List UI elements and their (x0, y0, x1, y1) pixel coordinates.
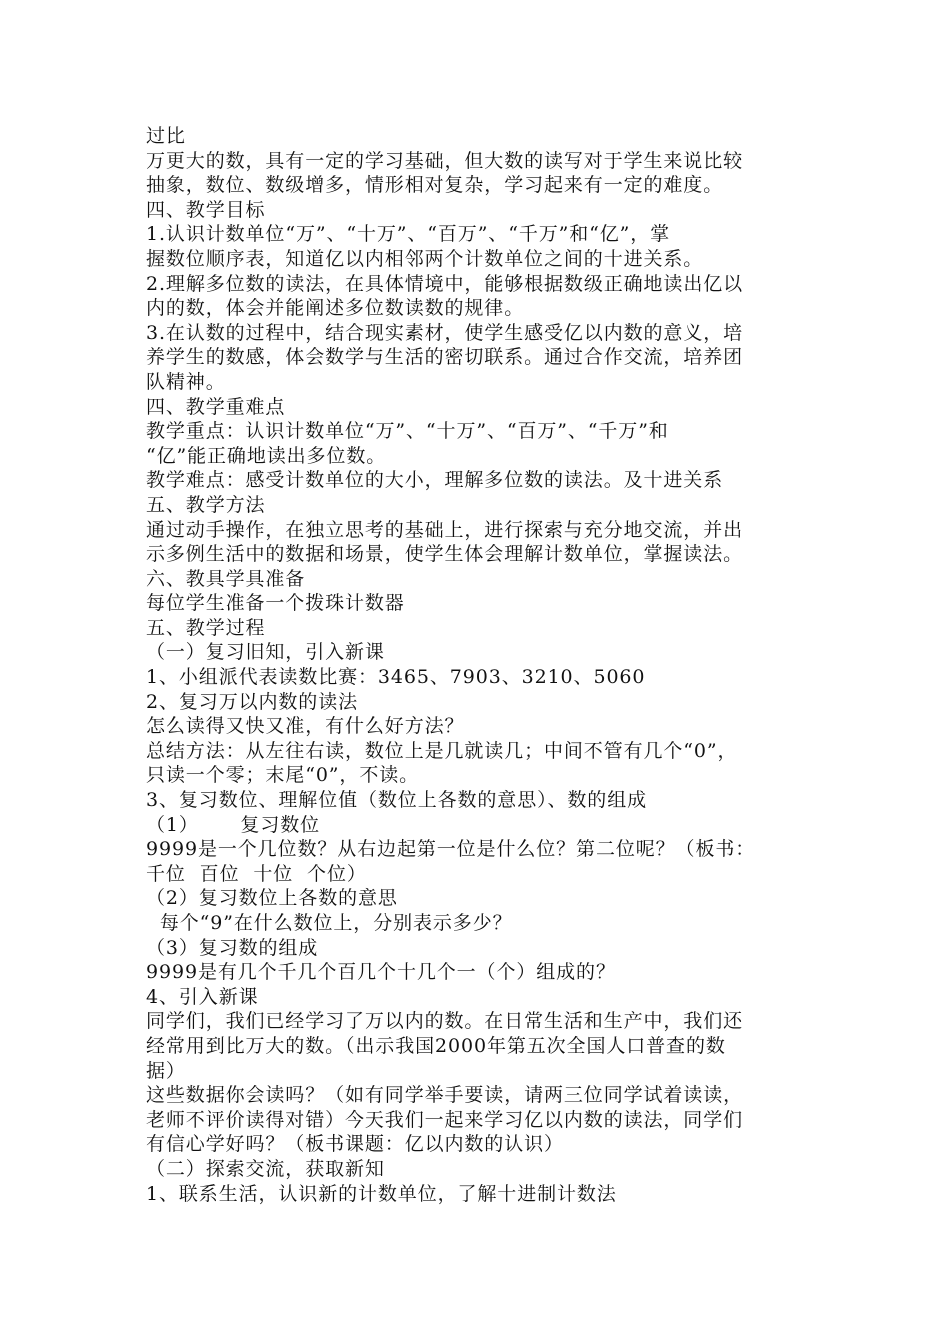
text-line: 通过动手操作，在独立思考的基础上，进行探索与充分地交流，并出 (146, 518, 744, 541)
text-line: 3、复习数位、理解位值（数位上各数的意思）、数的组成 (146, 789, 647, 812)
text-line: 教学重点：认识计数单位“万”、“十万”、“百万”、“千万”和 (146, 420, 669, 443)
text-line: 总结方法：从左往右读，数位上是几就读几；中间不管有几个“0”， (146, 739, 738, 762)
section-heading: 五、教学过程 (146, 616, 266, 639)
text-line: 只读一个零；末尾“0”，不读。 (146, 764, 420, 787)
text-line: 示多例生活中的数据和场景，使学生体会理解计数单位，掌握读法。 (146, 543, 744, 566)
text-line: 千位 百位 十位 个位） (146, 862, 367, 885)
text-line: 内的数，体会并能阐述多位数读数的规律。 (146, 297, 525, 320)
text-line: （2）复习数位上各数的意思 (146, 887, 398, 910)
subsection-heading: （一）复习旧知，引入新课 (146, 641, 385, 664)
section-heading: 四、教学目标 (146, 198, 266, 221)
text-line: 1.认识计数单位“万”、“十万”、“百万”、“千万”和“亿”，掌 (146, 223, 671, 246)
text-line: 3.在认数的过程中，结合现实素材，使学生感受亿以内数的意义，培 (146, 321, 744, 344)
text-line: “亿”能正确地读出多位数。 (146, 444, 387, 467)
text-line: 抽象，数位、数级增多，情形相对复杂，学习起来有一定的难度。 (146, 174, 724, 197)
subsection-heading: （二）探索交流，获取新知 (146, 1157, 385, 1180)
text-line: 同学们，我们已经学习了万以内的数。在日常生活和生产中，我们还 (146, 1010, 744, 1033)
text-line: （3）复习数的组成 (146, 936, 319, 959)
text-line: 队精神。 (146, 370, 226, 393)
text-line: 每位学生准备一个拨珠计数器 (146, 592, 405, 615)
text-line: 教学难点：感受计数单位的大小，理解多位数的读法。及十进关系 (146, 469, 724, 492)
text-line: 每个“9”在什么数位上，分别表示多少？ (146, 912, 513, 934)
text-line: （1） 复习数位 (146, 813, 321, 836)
section-heading: 六、教具学具准备 (146, 567, 306, 590)
text-line: 有信心学好吗？（板书课题：亿以内数的认识） (146, 1133, 564, 1156)
text-line: 过比 (146, 125, 186, 147)
section-heading: 四、教学重难点 (146, 395, 286, 418)
text-line: 2.理解多位数的读法，在具体情境中，能够根据数级正确地读出亿以 (146, 272, 744, 295)
document-page (146, 124, 816, 1206)
text-line: 1、小组派代表读数比赛：3465、7903、3210、5060 (146, 666, 646, 689)
text-line: 养学生的数感，体会数学与生活的密切联系。通过合作交流，培养团 (146, 346, 744, 369)
text-line: 怎么读得又快又准，有什么好方法？ (146, 715, 465, 738)
section-heading: 五、教学方法 (146, 493, 266, 516)
text-line: 这些数据你会读吗？（如有同学举手要读，请两三位同学试着读读， (146, 1084, 744, 1107)
text-line: 握数位顺序表，知道亿以内相邻两个计数单位之间的十进关系。 (146, 247, 704, 270)
text-line: 4、引入新课 (146, 985, 259, 1008)
text-line: 2、复习万以内数的读法 (146, 690, 358, 713)
text-line: 据） (146, 1059, 186, 1082)
text-line: 万更大的数，具有一定的学习基础，但大数的读写对于学生来说比较 (146, 149, 744, 172)
text-line: 老师不评价读得对错）今天我们一起来学习亿以内数的读法，同学们 (146, 1108, 744, 1131)
text-line: 9999是有几个千几个百几个十几个一（个）组成的？ (146, 961, 616, 984)
text-line: 经常用到比万大的数。（出示我国2000年第五次全国人口普查的数 (146, 1034, 726, 1057)
text-line: 9999是一个几位数？从右边起第一位是什么位？第二位呢？（板书： (146, 838, 756, 861)
text-line: 1、联系生活，认识新的计数单位，了解十进制计数法 (146, 1182, 617, 1205)
